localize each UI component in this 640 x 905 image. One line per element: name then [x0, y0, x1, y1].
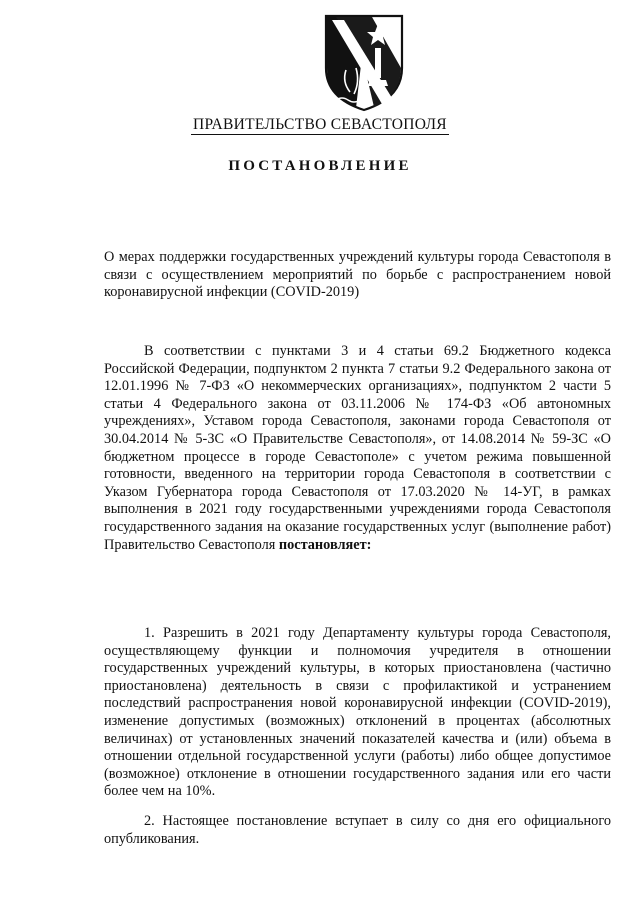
government-name-text: ПРАВИТЕЛЬСТВО СЕВАСТОПОЛЯ — [193, 116, 447, 133]
document-subject: О мерах поддержки государственных учреждений культуры города Севастополя в связи с осуществлением мероприятий по борьбе с распространением новой коронавирусной инфекции (COVID-2019) — [104, 249, 611, 301]
clause-1: 1. Разрешить в 2021 году Департаменту культуры города Севастополя, осуществляющему функции и полномочия учредителя в отношении государственных учреждений культуры, в которых приостановлена (частично приостановлена) деятельность в связи с профилактикой и устранением последствий распространения новой коронавирусной инфекции (COVID-2019), изменение допустимых (возможных) отклонений в процентах (абсолютных величинах) от установленных значений показателей качества и (или) объема в отношении отдельной государственной услуги (работы) либо общее допустимое (возможное) отклонение в отношении государственного задания или его части более чем на 10%. — [104, 625, 611, 800]
coat-of-arms-icon — [322, 10, 406, 114]
decree-word: постановляет: — [278, 536, 372, 553]
preamble-text: В соответствии с пунктами 3 и 4 статьи 69.2 Бюджетного кодекса Российской Федерации, подпунктом 2 пункта 7 статьи 9.2 Федерального закона от 12.01.1996 № 7-ФЗ «О некоммерческих организациях», подпунктом 2 части 5 статьи 4 Федерального закона от 03.11.2006 № 174-ФЗ «Об автономных учреждениях», Уставом города Севастополя, законами города Севастополя от 30.04.2014 № 5-ЗС «О Правительстве Севастополя», от 14.08.2014 № 59-ЗС «О бюджетном процессе в городе Севастополе» с учетом режима повышенной готовности, введенного на территории города Севастополя в соответствии с Указом Губернатора города Севастополя от 17.03.2020 № 14-УГ, в рамках выполнения в 2021 году государственными учреждениями города Севастополя государственного задания на оказание государственных услуг (выполнение работ) Правительство Севастополя — [104, 343, 611, 553]
preamble-paragraph — [104, 343, 611, 554]
government-name — [0, 116, 640, 134]
clause-2: 2. Настоящее постановление вступает в силу со дня его официального опубликования. — [104, 813, 611, 847]
document-type: ПОСТАНОВЛЕНИЕ — [228, 158, 412, 174]
